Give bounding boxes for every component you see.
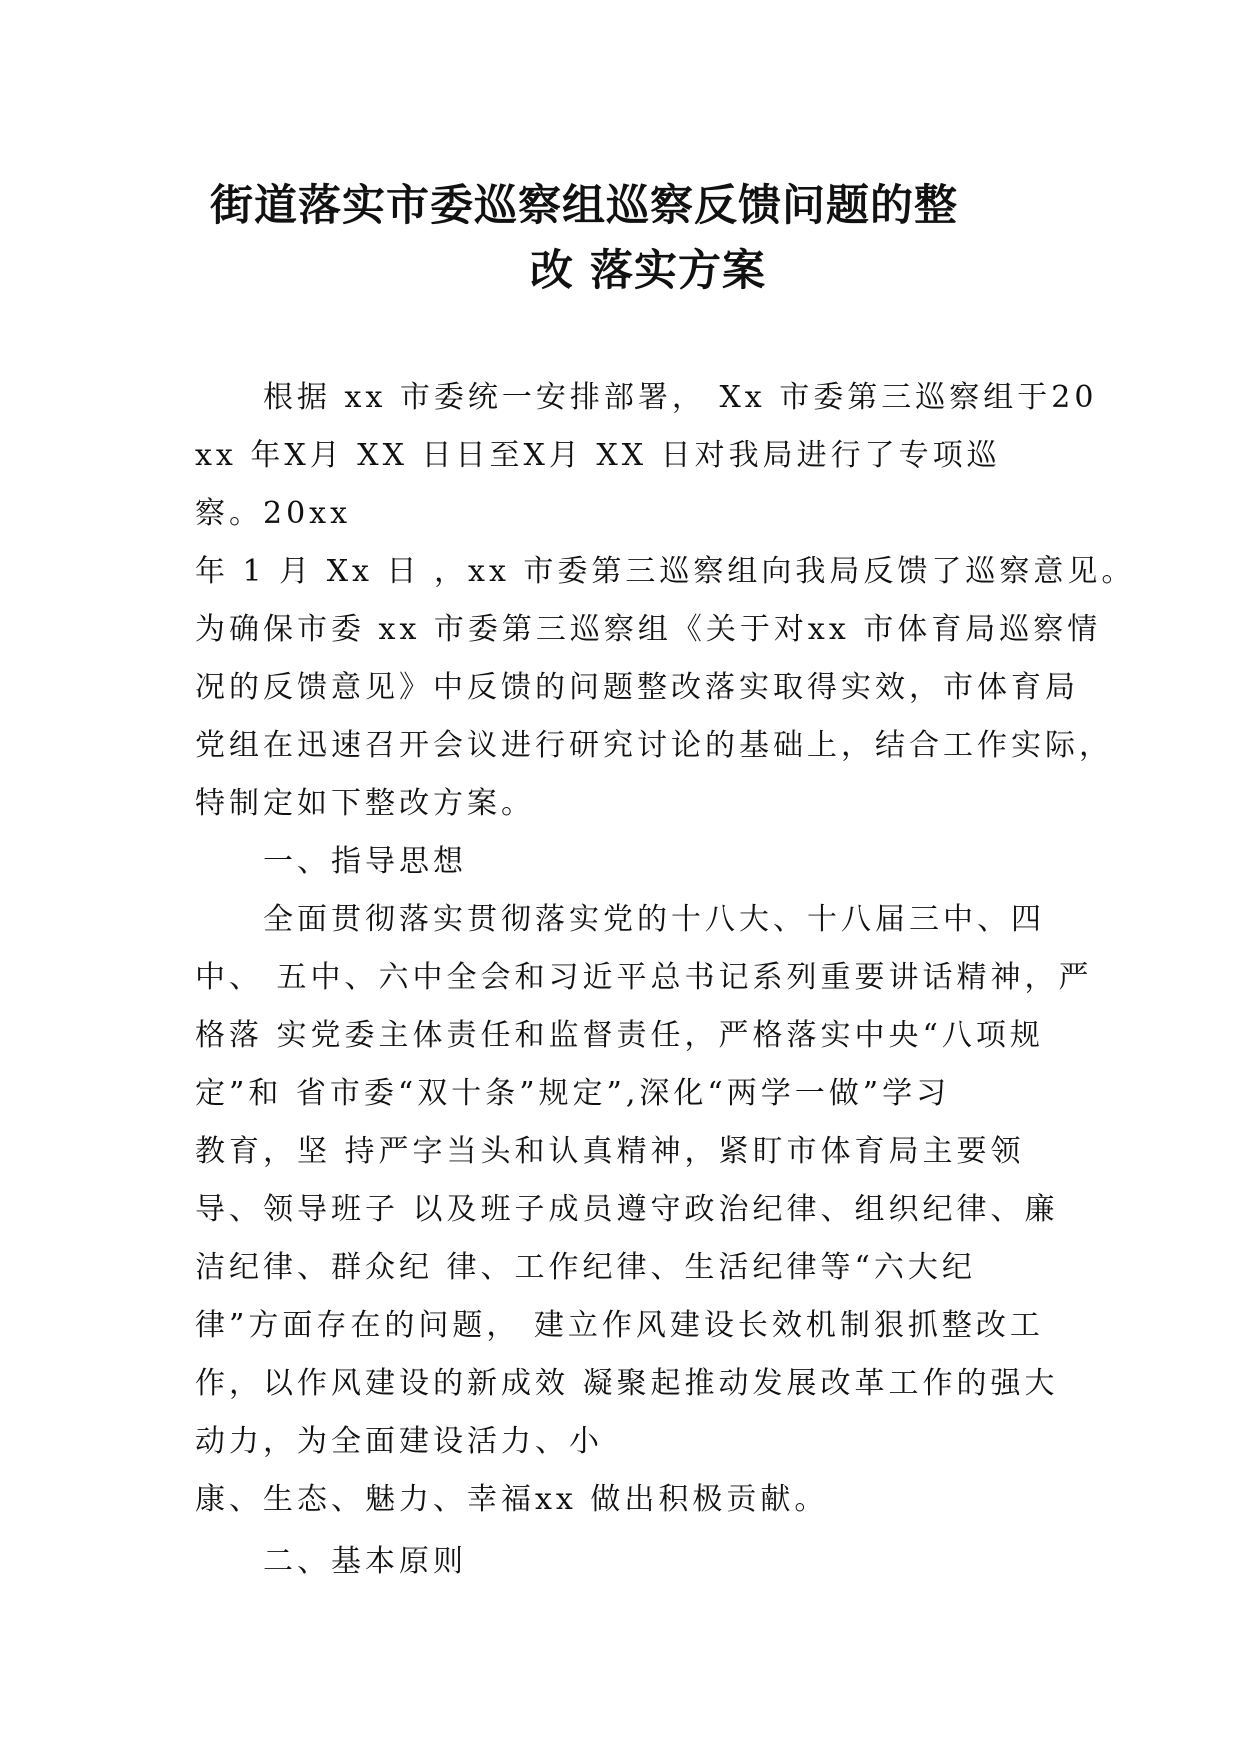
intro-line-8: 特制定如下整改方案。 <box>195 786 535 821</box>
guiding-line-2: 中、 五中、六中全会和习近平总书记系列重要讲话精神，严 <box>195 960 1093 995</box>
guiding-line-11: 康、生态、魅力、幸福xx 做出积极贡献。 <box>195 1482 829 1517</box>
section-2-heading: 二、基本原则 <box>263 1544 467 1579</box>
intro-line-4: 年 1 月 Xx 日 ，xx 市委第三巡察组向我局反馈了巡察意见。 <box>195 554 1136 589</box>
intro-line-5: 为确保市委 xx 市委第三巡察组《关于对xx 市体育局巡察情 <box>195 612 1102 647</box>
document-title-line-1: 街道落实市委巡察组巡察反馈问题的整 <box>210 181 958 231</box>
intro-line-7: 党组在迅速召开会议进行研究讨论的基础上，结合工作实际， <box>195 728 1113 763</box>
guiding-line-8: 律”方面存在的问题， 建立作风建设长效机制狠抓整改工 <box>195 1308 1044 1343</box>
guiding-line-4: 定”和 省市委“双十条”规定”,深化“两学一做”学习 <box>195 1076 951 1111</box>
guiding-line-3: 格落 实党委主体责任和监督责任，严格落实中央“八项规 <box>195 1018 1044 1053</box>
intro-line-1: 根据 xx 市委统一安排部署， Xx 市委第三巡察组于20 <box>263 380 1098 415</box>
guiding-line-10: 动力，为全面建设活力、小 <box>195 1424 603 1459</box>
guiding-line-6: 导、领导班子 以及班子成员遵守政治纪律、组织纪律、廉 <box>195 1192 1059 1227</box>
intro-line-6: 况的反馈意见》中反馈的问题整改落实取得实效，市体育局 <box>195 670 1079 705</box>
intro-line-2: xx 年X月 XX 日日至X月 XX 日对我局进行了专项巡 <box>195 438 1001 473</box>
intro-line-3: 察。20xx <box>195 496 352 531</box>
guiding-line-7: 洁纪律、群众纪 律、工作纪律、生活纪律等“六大纪 <box>195 1250 976 1285</box>
guiding-line-5: 教育，坚 持严字当头和认真精神，紧盯市体育局主要领 <box>195 1134 1025 1169</box>
document-title-line-2: 改 落实方案 <box>530 246 766 296</box>
guiding-line-1: 全面贯彻落实贯彻落实党的十八大、十八届三中、四 <box>263 902 1045 937</box>
guiding-line-9: 作，以作风建设的新成效 凝聚起推动发展改革工作的强大 <box>195 1366 1059 1401</box>
section-1-heading: 一、指导思想 <box>263 844 467 879</box>
